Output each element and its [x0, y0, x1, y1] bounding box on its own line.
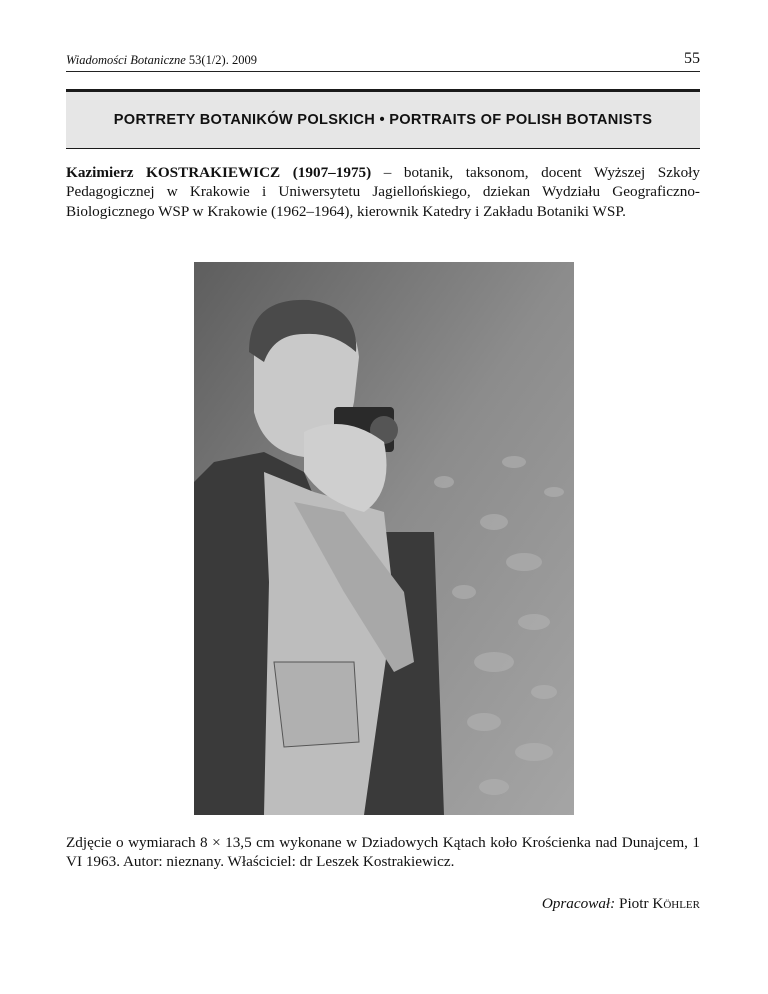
- credit-surname: Köhler: [652, 895, 700, 912]
- photo-caption: Zdjęcie o wymiarach 8 × 13,5 cm wykonane w Dziadowych Kątach koło Krościenka nad Dunajcem, 1 VI 1963. Autor: nieznany. Właściciel: dr Leszek Kostrakiewicz.: [66, 834, 700, 871]
- journal-title: Wiadomości Botaniczne: [66, 53, 186, 67]
- section-banner: [66, 89, 700, 149]
- entry-name: Kazimierz KOSTRAKIEWICZ (1907–1975): [66, 164, 372, 181]
- entry-paragraph: [66, 163, 700, 221]
- journal-citation: [66, 53, 257, 68]
- portrait-photo: [194, 262, 574, 815]
- journal-issue: 53(1/2). 2009: [185, 53, 257, 67]
- page-number: 55: [684, 50, 700, 67]
- banner-title: PORTRETY BOTANIKÓW POLSKICH • PORTRAITS OF POLISH BOTANISTS: [113, 112, 653, 128]
- running-head: [66, 50, 700, 72]
- portrait-illustration: [194, 262, 574, 815]
- credit-first-name: Piotr: [619, 895, 649, 912]
- author-credit: [542, 895, 700, 913]
- pocket: [274, 662, 359, 747]
- credit-role: Opracował:: [541, 895, 616, 912]
- entry-description: – botanik, taksonom, docent Wyższej Szkoły Pedagogicznej w Krakowie i Uniwersytetu Jagiellońskiego, dziekan Wydziału Geograficzno-Biologicznego WSP w Krakowie (1962–1964), kierownik Katedry i Zakładu Botaniki WSP.: [66, 164, 700, 220]
